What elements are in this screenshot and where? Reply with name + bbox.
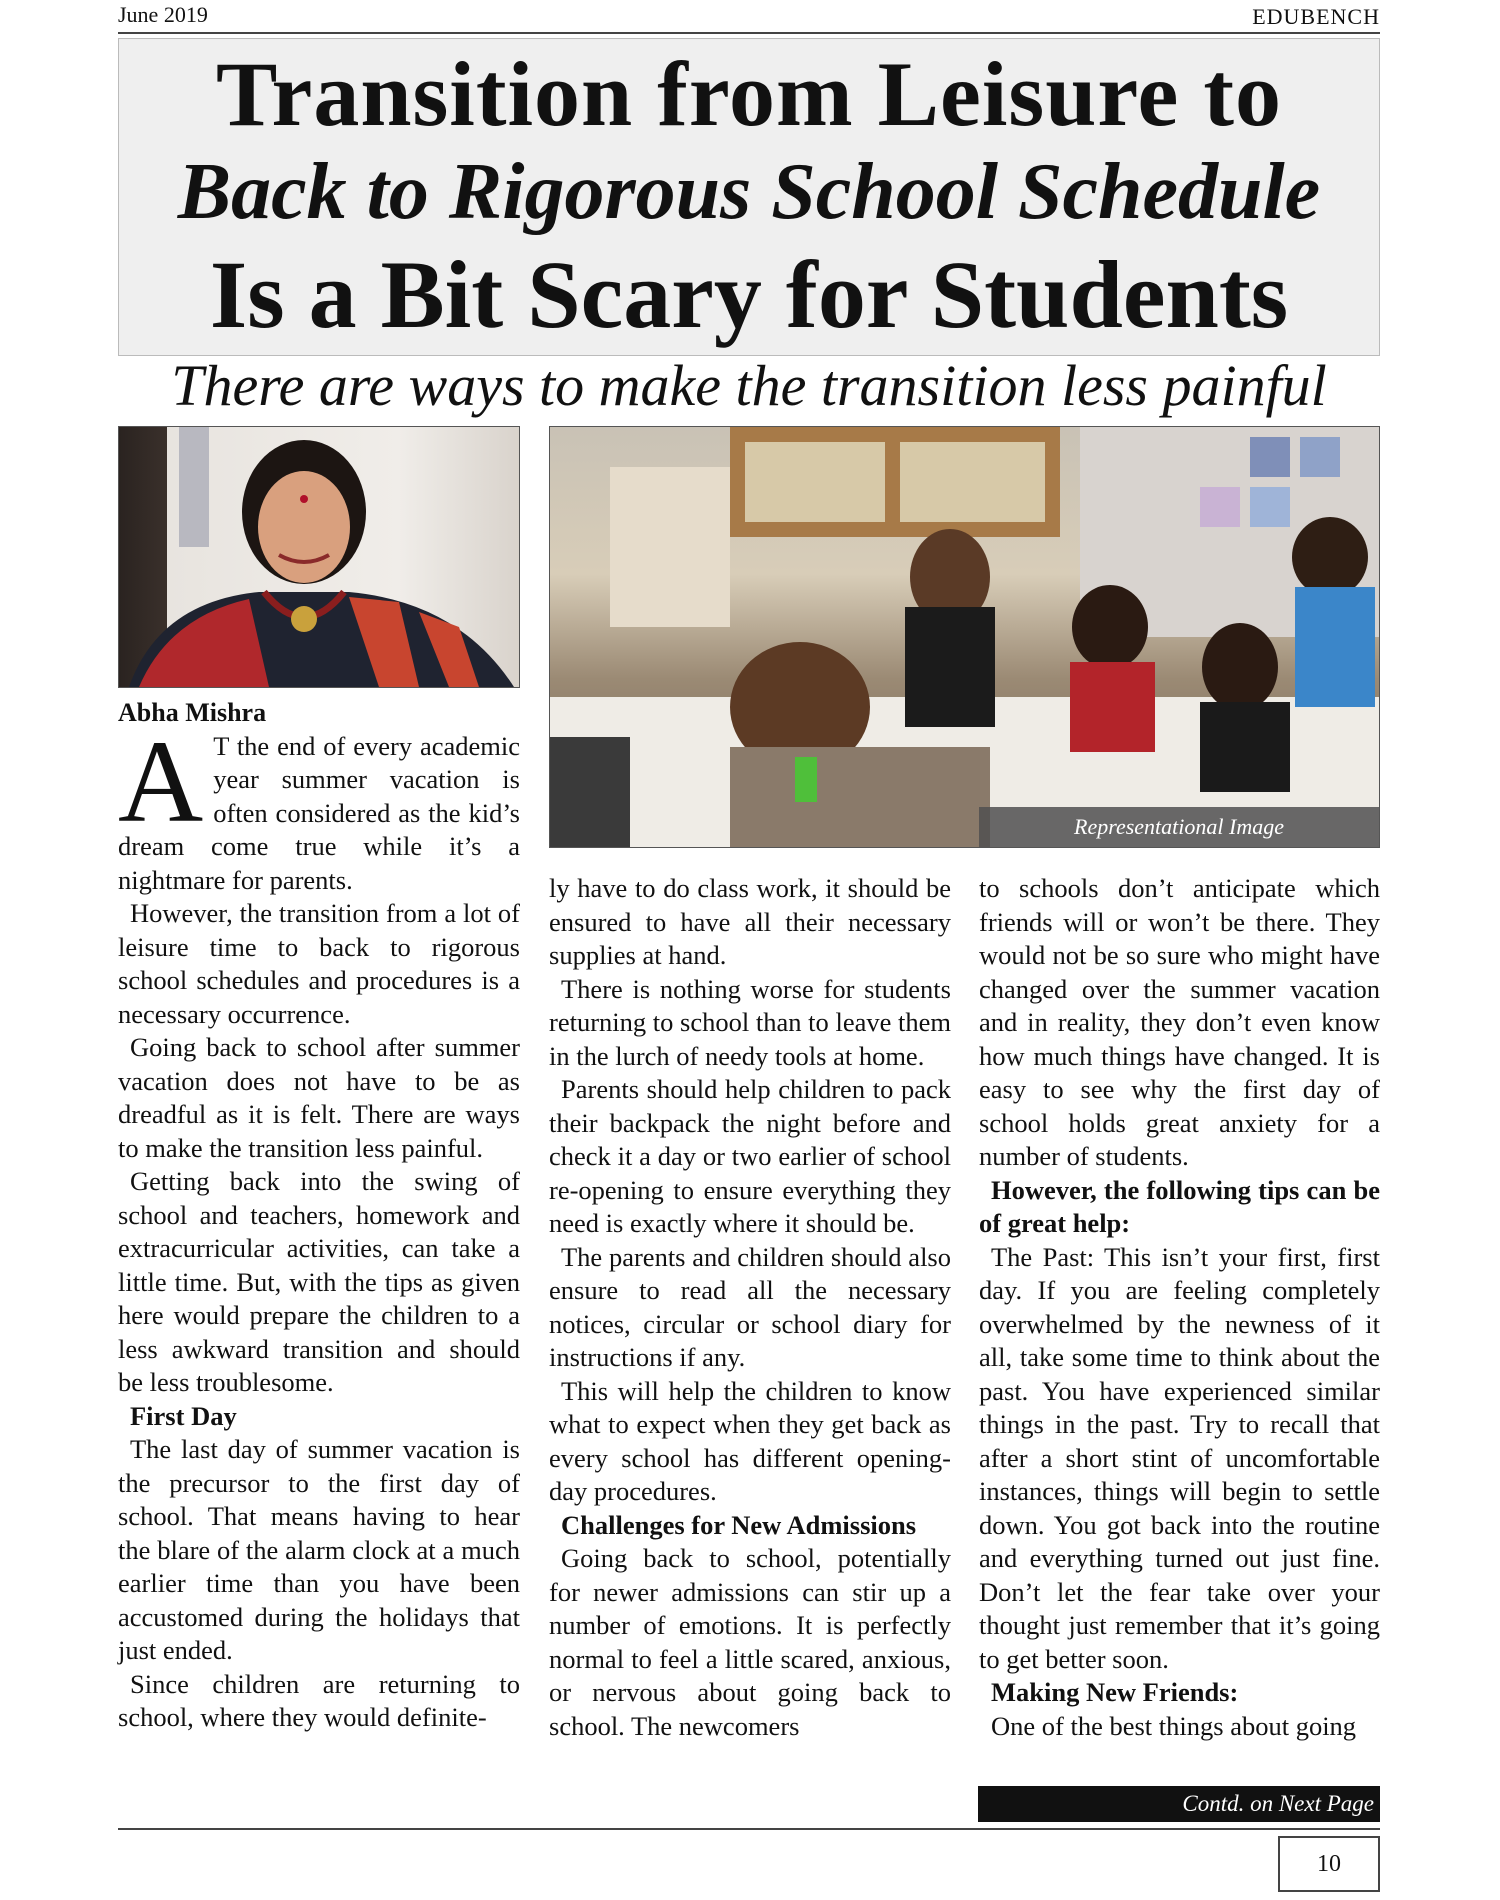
- drop-cap: A: [118, 715, 204, 847]
- article-paragraph: The Past: This isn’t your first, first day. If you are feeling completely overwhelmed by the newness of it all, take some time to think about the past. You have experienced similar things in the past. Try to recall that after a short stint of uncomfortable instances, things will begin to settle down. You got back into the routine and everything turned out just fine. Don’t let the fear take over your thought just remember that it’s going to get better soon.: [979, 1241, 1380, 1674]
- section-heading-first-day: First Day: [130, 1400, 237, 1431]
- author-photo: [118, 426, 520, 688]
- issue-date: June 2019: [118, 2, 208, 27]
- classroom-photo: [549, 426, 1380, 848]
- article-paragraph: Going back to school after summer vacation does not have to be as dreadful as it is felt. There are ways to make the transition less painful.: [118, 1032, 520, 1163]
- headline-line-2: Back to Rigorous School Schedule: [177, 148, 1321, 236]
- article-column-2: [549, 872, 951, 1743]
- article-paragraph: Parents should help children to pack their backpack the night before and check it a day or two earlier of school re-opening to ensure everything they need is exactly where it should be.: [549, 1074, 951, 1238]
- article-paragraph: However, the transition from a lot of leisure time to back to rigorous school schedules and procedures is a necessary occurrence.: [118, 898, 520, 1029]
- author-byline: Abha Mishra: [118, 698, 267, 727]
- continued-on-next-page: Contd. on Next Page: [978, 1786, 1380, 1822]
- article-paragraph: There is nothing worse for students returning to school than to leave them in the lurch of needy tools at home.: [549, 973, 951, 1071]
- headline-line-1: Transition from Leisure to: [215, 43, 1283, 145]
- page-number: 10: [1278, 1836, 1380, 1892]
- headline-box: [118, 38, 1380, 356]
- article-paragraph: [118, 715, 520, 898]
- headline-line-3: Is a Bit Scary for Students: [209, 241, 1289, 348]
- section-heading-making-friends: Making New Friends:: [991, 1677, 1239, 1707]
- article-paragraph: to schools don’t anticipate which friends will or won’t be there. They would not be so sure who might have changed over the summer vacation and in reality, they don’t even know how much things have changed. It is easy to see why the first day of school holds great anxiety for a number of students.: [979, 873, 1380, 1171]
- subheadline: There are ways to make the transition less painful: [171, 353, 1327, 418]
- article-paragraph: This will help the children to know what to expect when they get back as every school has different opening-day procedures.: [549, 1375, 951, 1506]
- classroom-illustration: [550, 427, 1380, 848]
- tips-intro: However, the following tips can be of great help:: [979, 1174, 1380, 1238]
- section-heading-challenges: Challenges for New Admissions: [561, 1509, 917, 1540]
- article-paragraph: The parents and children should also ensure to read all the necessary notices, circular or school diary for instructions if any.: [549, 1241, 951, 1372]
- top-divider: [118, 32, 1380, 34]
- article-paragraph: Getting back into the swing of school and teachers, homework and extracurricular activities, can take a little time. But, with the tips as given here would prepare the children to a less awkward transition and should be less troublesome.: [118, 1166, 520, 1397]
- article-paragraph: The last day of summer vacation is the precursor to the first day of school. That means having to hear the blare of the alarm clock at a much earlier time than you have been accustomed during the holidays that just ended.: [118, 1434, 520, 1665]
- article-paragraph: Since children are returning to school, where they would definite-: [118, 1668, 520, 1732]
- article-column-3: [979, 872, 1380, 1743]
- article-paragraph: One of the best things about going: [991, 1710, 1357, 1741]
- photo-caption: Representational Image: [979, 807, 1379, 847]
- author-portrait-illustration: [119, 427, 519, 687]
- article-paragraph: Going back to school, potentially for newer admissions can stir up a number of emotions. It is perfectly normal to feel a little scared, anxious, or nervous about going back to school. The newcomers: [549, 1543, 951, 1741]
- article-paragraph: ly have to do class work, it should be ensured to have all their necessary supplies at hand.: [549, 873, 951, 970]
- bottom-divider: [118, 1828, 1380, 1830]
- publication-name: EDUBENCH: [1252, 4, 1380, 29]
- paragraph-text: T the end of every academic year summer vacation is often considered as the kid’s dream come true while it’s a nightmare for parents.: [118, 730, 520, 895]
- article-column-1: [118, 696, 520, 1735]
